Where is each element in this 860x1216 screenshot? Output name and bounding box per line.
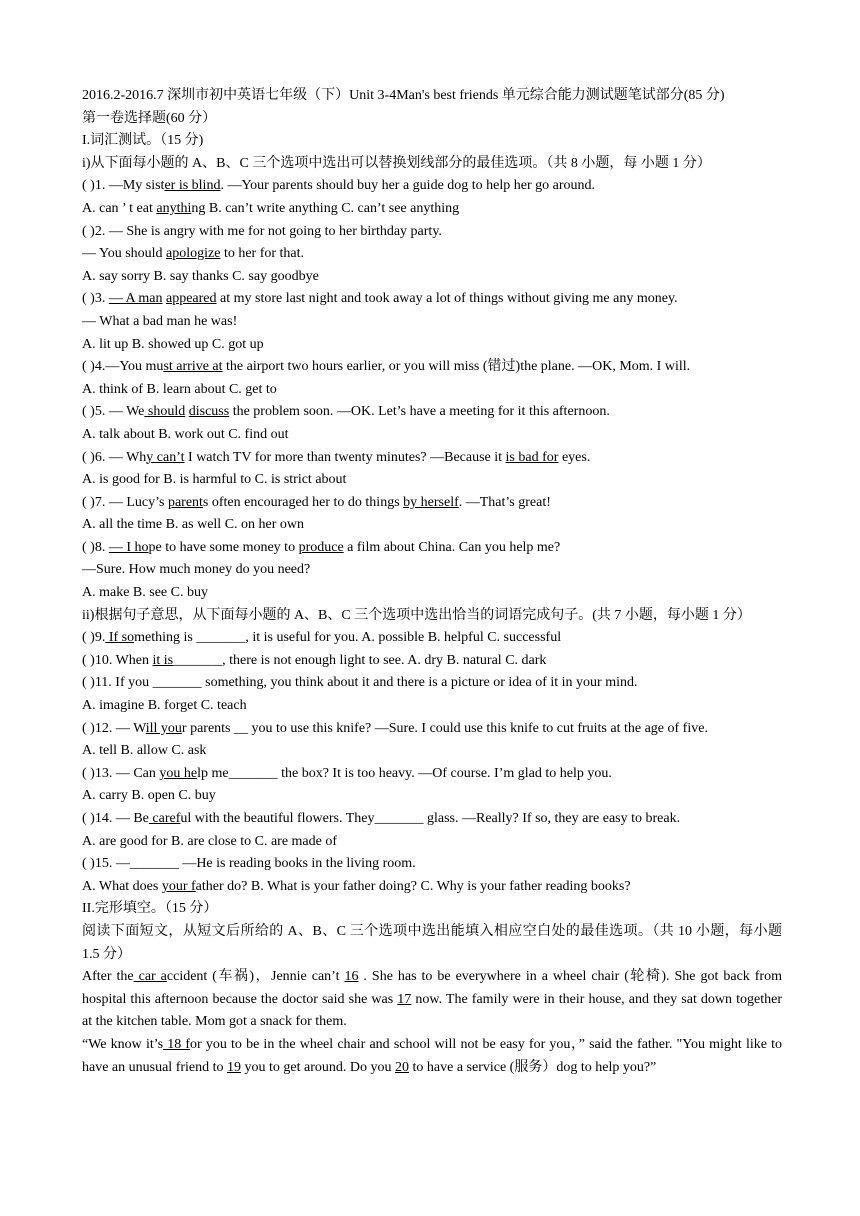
question-5: ( )5. — We should discuss the problem soon. —OK. Let’s have a meeting for it this afternoon. <box>82 404 610 420</box>
part-heading: 第一卷选择题(60 分） <box>82 110 217 126</box>
question-6: ( )6. — Why can’t I watch TV for more than twenty minutes? —Because it is bad for eyes. <box>82 449 591 465</box>
doc-title: 2016.2-2016.7 深圳市初中英语七年级（下）Unit 3-4Man's best friends 单元综合能力测试题笔试部分(85 分) <box>82 88 725 103</box>
question-8-reply: —Sure. How much money do you need? <box>82 562 311 578</box>
section-heading-cloze: II.完形填空。（15 分） <box>82 901 218 917</box>
instruction-part-ii: ii)根据句子意思，从下面每小题的 A、B、C 三个选项中选出恰当的词语完成句子。(共 7 小题，每小题 1 分） <box>82 607 751 623</box>
question-13-options: A. carry B. open C. buy <box>82 788 216 804</box>
worksheet <box>82 85 782 1079</box>
question-4-options: A. think of B. learn about C. get to <box>82 381 277 397</box>
question-7: ( )7. — Lucy’s parents often encouraged her to do things by herself. —That’s great! <box>82 494 551 510</box>
question-6-options: A. is good for B. is harmful to C. is strict about <box>82 472 347 488</box>
question-3: ( )3. — A man appeared at my store last night and took away a lot of things without giving me any money. <box>82 291 678 307</box>
question-7-options: A. all the time B. as well C. on her own <box>82 517 305 533</box>
question-9: ( )9. If something is _______, it is useful for you. A. possible B. helpful C. successful <box>82 630 562 646</box>
instruction-part-i: i)从下面每小题的 A、B、C 三个选项中选出可以替换划线部分的最佳选项。（共 8 小题，每 小题 1 分） <box>82 155 711 171</box>
question-13: ( )13. — Can you help me_______ the box? It is too heavy. —Of course. I’m glad to help you. <box>82 765 612 781</box>
question-8-options: A. make B. see C. buy <box>82 585 208 601</box>
question-1: ( )1. —My sister is blind. —Your parents should buy her a guide dog to help her go around. <box>82 178 596 194</box>
question-10: ( )10. When it is_______, there is not enough light to see. A. dry B. natural C. dark <box>82 652 547 668</box>
question-2: ( )2. — She is angry with me for not going to her birthday party. <box>82 223 442 239</box>
question-5-options: A. talk about B. work out C. find out <box>82 426 289 442</box>
question-3-reply: — What a bad man he was! <box>82 313 238 329</box>
question-14-options: A. are good for B. are close to C. are made of <box>82 833 338 849</box>
question-11: ( )11. If you _______ something, you think about it and there is a picture or idea of it in your mind. <box>82 675 638 691</box>
question-15: ( )15. —_______ —He is reading books in the living room. <box>82 856 416 872</box>
question-15-options: A. What does your father do? B. What is your father doing? C. Why is your father reading books? <box>82 878 631 894</box>
question-12-options: A. tell B. allow C. ask <box>82 743 207 759</box>
question-14: ( )14. — Be careful with the beautiful flowers. They_______ glass. —Really? If so, they are easy to break. <box>82 811 681 826</box>
section-heading-vocab: I.词汇测试。（15 分) <box>82 133 204 149</box>
instruction-cloze: 阅读下面短文，从短文后所给的 A、B、C 三个选项中选出能填入相应空白处的最佳选项。（共 10 小题，每小题 1.5 分） <box>82 923 782 962</box>
question-2-reply: — You should apologize to her for that. <box>82 246 305 262</box>
passage-paragraph-1: After the car accident (车祸)，Jennie can’t 16 . She has to be everywhere in a wheel chair (轮椅). She got back from hospital this afternoon because the doctor said she was 17 now. The family were in their house, and they sat down together at the kitchen table. Mom got a snack for them. <box>82 969 783 1030</box>
question-12: ( )12. — Will your parents __ you to use this knife? —Sure. I could use this knife to cut fruits at the age of five. <box>82 720 708 736</box>
question-11-options: A. imagine B. forget C. teach <box>82 698 247 714</box>
question-3-options: A. lit up B. showed up C. got up <box>82 336 264 352</box>
question-4: ( )4.—You must arrive at the airport two hours earlier, or you will miss (错过)the plane. —OK, Mom. I will. <box>82 359 691 375</box>
passage-paragraph-2: “We know it’s 18 for you to be in the wheel chair and school will not be easy for you，” said the father. "You might like to have an unusual friend to 19 you to get around. Do you 20 to have a service (服务）dog to help you?” <box>82 1036 782 1075</box>
question-8: ( )8. — I hope to have some money to produce a film about China. Can you help me? <box>82 539 561 555</box>
question-2-options: A. say sorry B. say thanks C. say goodbye <box>82 268 319 284</box>
question-1-options: A. can ’ t eat anything B. can’t write anything C. can’t see anything <box>82 200 460 216</box>
